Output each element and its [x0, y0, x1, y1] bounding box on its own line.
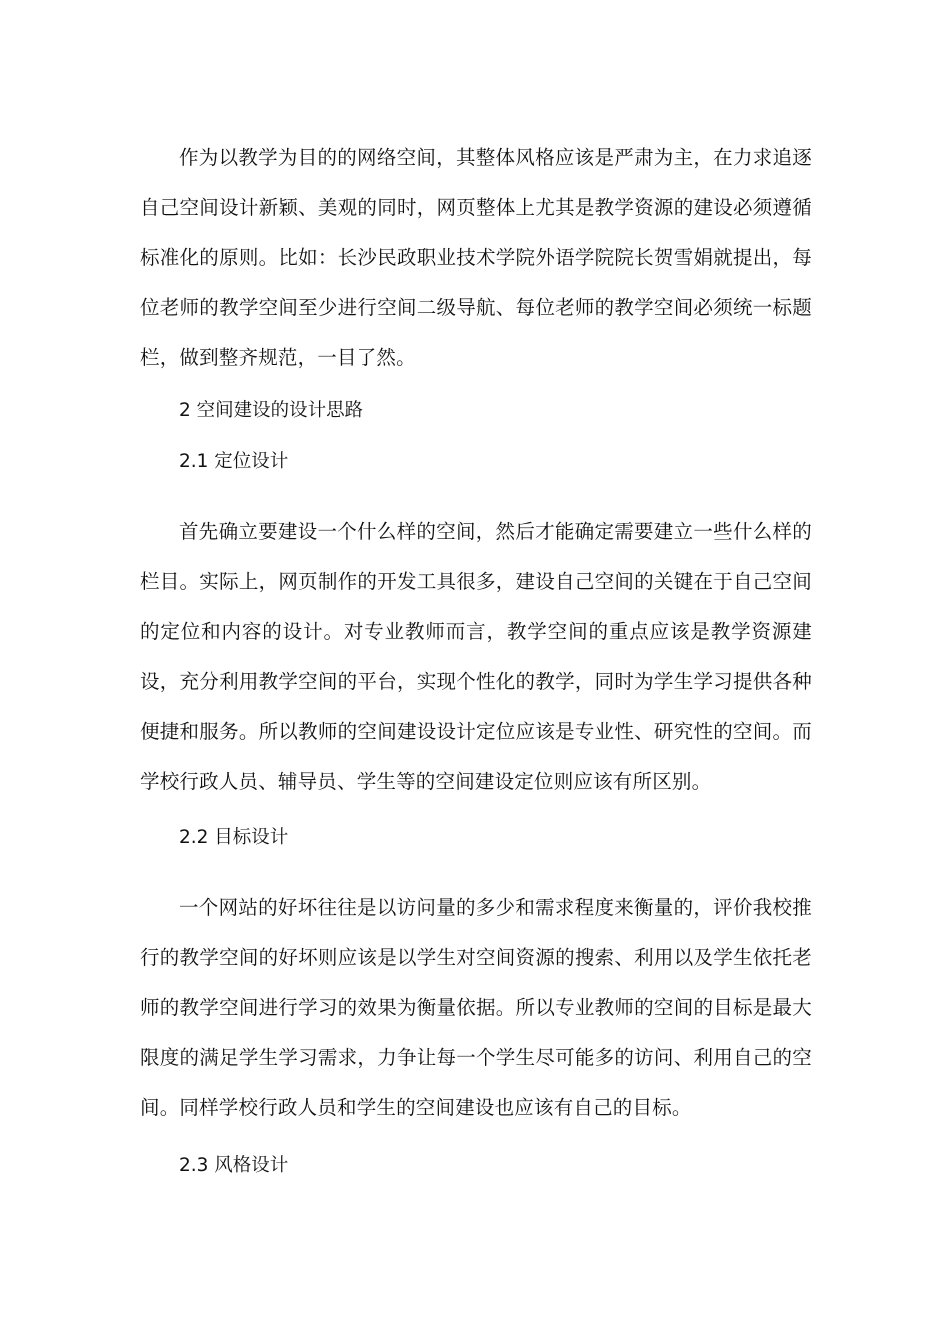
- section-heading-2: 2 空间建设的设计思路: [179, 400, 364, 421]
- paragraph-positioning: 首先确立要建设一个什么样的空间，然后才能确定需要建立一些什么样的栏目。实际上，网页制作的开发工具很多，建设自己空间的关键在于自己空间的定位和内容的设计。对专业教师而言，教学空间的重点应该是教学资源建设，充分利用教学空间的平台，实现个性化的教学，同时为学生学习提供各种便捷和服务。所以教师的空间建设设计定位应该是专业性、研究性的空间。而学校行政人员、辅导员、学生等的空间建设定位则应该有所区别。: [140, 520, 812, 793]
- section-heading-2-1: 2.1 定位设计: [179, 451, 289, 472]
- section-heading-2-2: 2.2 目标设计: [179, 827, 289, 848]
- section-heading-2-3: 2.3 风格设计: [179, 1155, 289, 1176]
- paragraph-style-intro: 作为以教学为目的的网络空间，其整体风格应该是严肃为主，在力求追逐自己空间设计新颖、美观的同时，网页整体上尤其是教学资源的建设必须遵循标准化的原则。比如：长沙民政职业技术学院外语学院院长贺雪娟就提出，每位老师的教学空间至少进行空间二级导航、每位老师的教学空间必须统一标题栏，做到整齐规范，一目了然。: [140, 146, 812, 369]
- paragraph-goal: 一个网站的好坏往往是以访问量的多少和需求程度来衡量的，评价我校推行的教学空间的好坏则应该是以学生对空间资源的搜索、利用以及学生依托老师的教学空间进行学习的效果为衡量依据。所以专业教师的空间的目标是最大限度的满足学生学习需求，力争让每一个学生尽可能多的访问、利用自己的空间。同样学校行政人员和学生的空间建设也应该有自己的目标。: [140, 896, 812, 1119]
